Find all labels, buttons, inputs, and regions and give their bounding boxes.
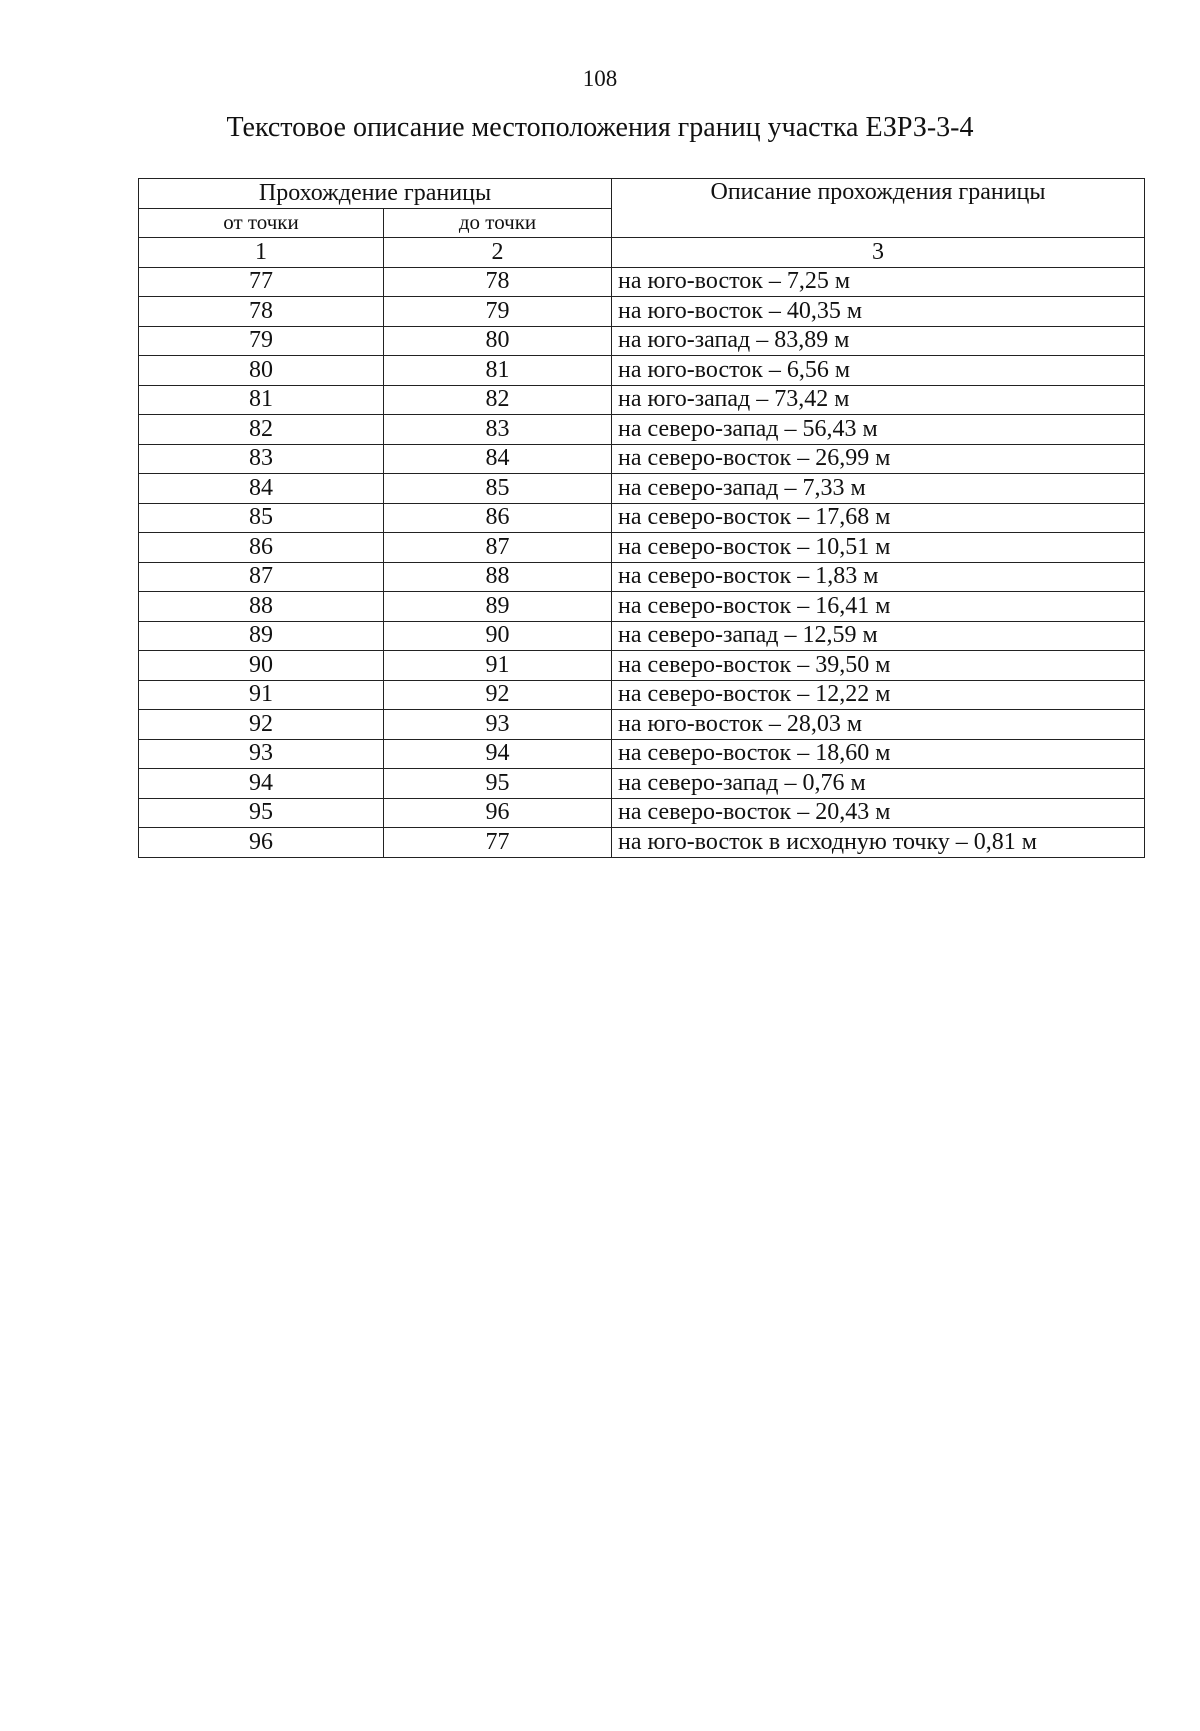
cell-to-point: 91	[384, 651, 612, 681]
table-row	[139, 651, 1145, 681]
table-row	[139, 356, 1145, 386]
table-row	[139, 267, 1145, 297]
page-title: Текстовое описание местоположения границ участка ЕЗРЗ-3-4	[226, 112, 974, 143]
cell-from-point: 79	[139, 326, 384, 356]
cell-from-point: 94	[139, 769, 384, 799]
cell-description: на юго-запад – 83,89 м	[612, 326, 1145, 356]
table-row	[139, 769, 1145, 799]
cell-description: на северо-восток – 39,50 м	[612, 651, 1145, 681]
cell-description: на северо-восток – 10,51 м	[612, 533, 1145, 563]
cell-to-point: 85	[384, 474, 612, 504]
cell-from-point: 89	[139, 621, 384, 651]
column-number-3: 3	[612, 238, 1145, 268]
cell-description: на северо-восток – 17,68 м	[612, 503, 1145, 533]
table-row	[139, 503, 1145, 533]
cell-from-point: 90	[139, 651, 384, 681]
cell-description: на северо-запад – 7,33 м	[612, 474, 1145, 504]
cell-description: на северо-запад – 12,59 м	[612, 621, 1145, 651]
table-row	[139, 739, 1145, 769]
table-row	[139, 533, 1145, 563]
cell-from-point: 78	[139, 297, 384, 327]
cell-to-point: 86	[384, 503, 612, 533]
cell-from-point: 84	[139, 474, 384, 504]
cell-description: на северо-восток – 18,60 м	[612, 739, 1145, 769]
cell-from-point: 83	[139, 444, 384, 474]
cell-to-point: 82	[384, 385, 612, 415]
table-row	[139, 385, 1145, 415]
header-to-point: до точки	[384, 208, 612, 238]
table-row	[139, 680, 1145, 710]
cell-to-point: 93	[384, 710, 612, 740]
cell-to-point: 83	[384, 415, 612, 445]
cell-to-point: 95	[384, 769, 612, 799]
cell-from-point: 77	[139, 267, 384, 297]
table-row	[139, 828, 1145, 858]
cell-to-point: 90	[384, 621, 612, 651]
header-from-point: от точки	[139, 208, 384, 238]
table-row	[139, 592, 1145, 622]
table-row	[139, 474, 1145, 504]
cell-to-point: 79	[384, 297, 612, 327]
table-row	[139, 297, 1145, 327]
cell-description: на северо-восток – 12,22 м	[612, 680, 1145, 710]
header-boundary-passage: Прохождение границы	[139, 179, 612, 209]
cell-description: на юго-запад – 73,42 м	[612, 385, 1145, 415]
cell-description: на северо-восток – 16,41 м	[612, 592, 1145, 622]
cell-description: на северо-запад – 56,43 м	[612, 415, 1145, 445]
page-number: 108	[582, 66, 618, 91]
cell-to-point: 88	[384, 562, 612, 592]
table-row	[139, 798, 1145, 828]
cell-to-point: 81	[384, 356, 612, 386]
table-row	[139, 326, 1145, 356]
table-row	[139, 562, 1145, 592]
boundary-table	[138, 178, 1145, 858]
column-number-1: 1	[139, 238, 384, 268]
cell-from-point: 85	[139, 503, 384, 533]
cell-description: на юго-восток – 7,25 м	[612, 267, 1145, 297]
table-body	[139, 267, 1145, 857]
cell-from-point: 86	[139, 533, 384, 563]
cell-from-point: 96	[139, 828, 384, 858]
cell-to-point: 77	[384, 828, 612, 858]
cell-to-point: 80	[384, 326, 612, 356]
cell-from-point: 80	[139, 356, 384, 386]
cell-to-point: 84	[384, 444, 612, 474]
table-row	[139, 415, 1145, 445]
column-number-2: 2	[384, 238, 612, 268]
table-row	[139, 444, 1145, 474]
cell-from-point: 81	[139, 385, 384, 415]
cell-from-point: 87	[139, 562, 384, 592]
cell-to-point: 78	[384, 267, 612, 297]
cell-to-point: 94	[384, 739, 612, 769]
cell-to-point: 92	[384, 680, 612, 710]
cell-description: на юго-восток – 6,56 м	[612, 356, 1145, 386]
cell-description: на северо-восток – 20,43 м	[612, 798, 1145, 828]
cell-description: на юго-восток – 40,35 м	[612, 297, 1145, 327]
cell-from-point: 93	[139, 739, 384, 769]
cell-to-point: 89	[384, 592, 612, 622]
cell-from-point: 92	[139, 710, 384, 740]
table-row	[139, 621, 1145, 651]
cell-to-point: 96	[384, 798, 612, 828]
table-row	[139, 710, 1145, 740]
cell-from-point: 82	[139, 415, 384, 445]
cell-description: на северо-запад – 0,76 м	[612, 769, 1145, 799]
cell-from-point: 88	[139, 592, 384, 622]
cell-description: на северо-восток – 1,83 м	[612, 562, 1145, 592]
cell-description: на юго-восток в исходную точку – 0,81 м	[612, 828, 1145, 858]
cell-description: на юго-восток – 28,03 м	[612, 710, 1145, 740]
cell-from-point: 91	[139, 680, 384, 710]
cell-to-point: 87	[384, 533, 612, 563]
cell-from-point: 95	[139, 798, 384, 828]
cell-description: на северо-восток – 26,99 м	[612, 444, 1145, 474]
header-boundary-description: Описание прохождения границы	[612, 179, 1145, 238]
